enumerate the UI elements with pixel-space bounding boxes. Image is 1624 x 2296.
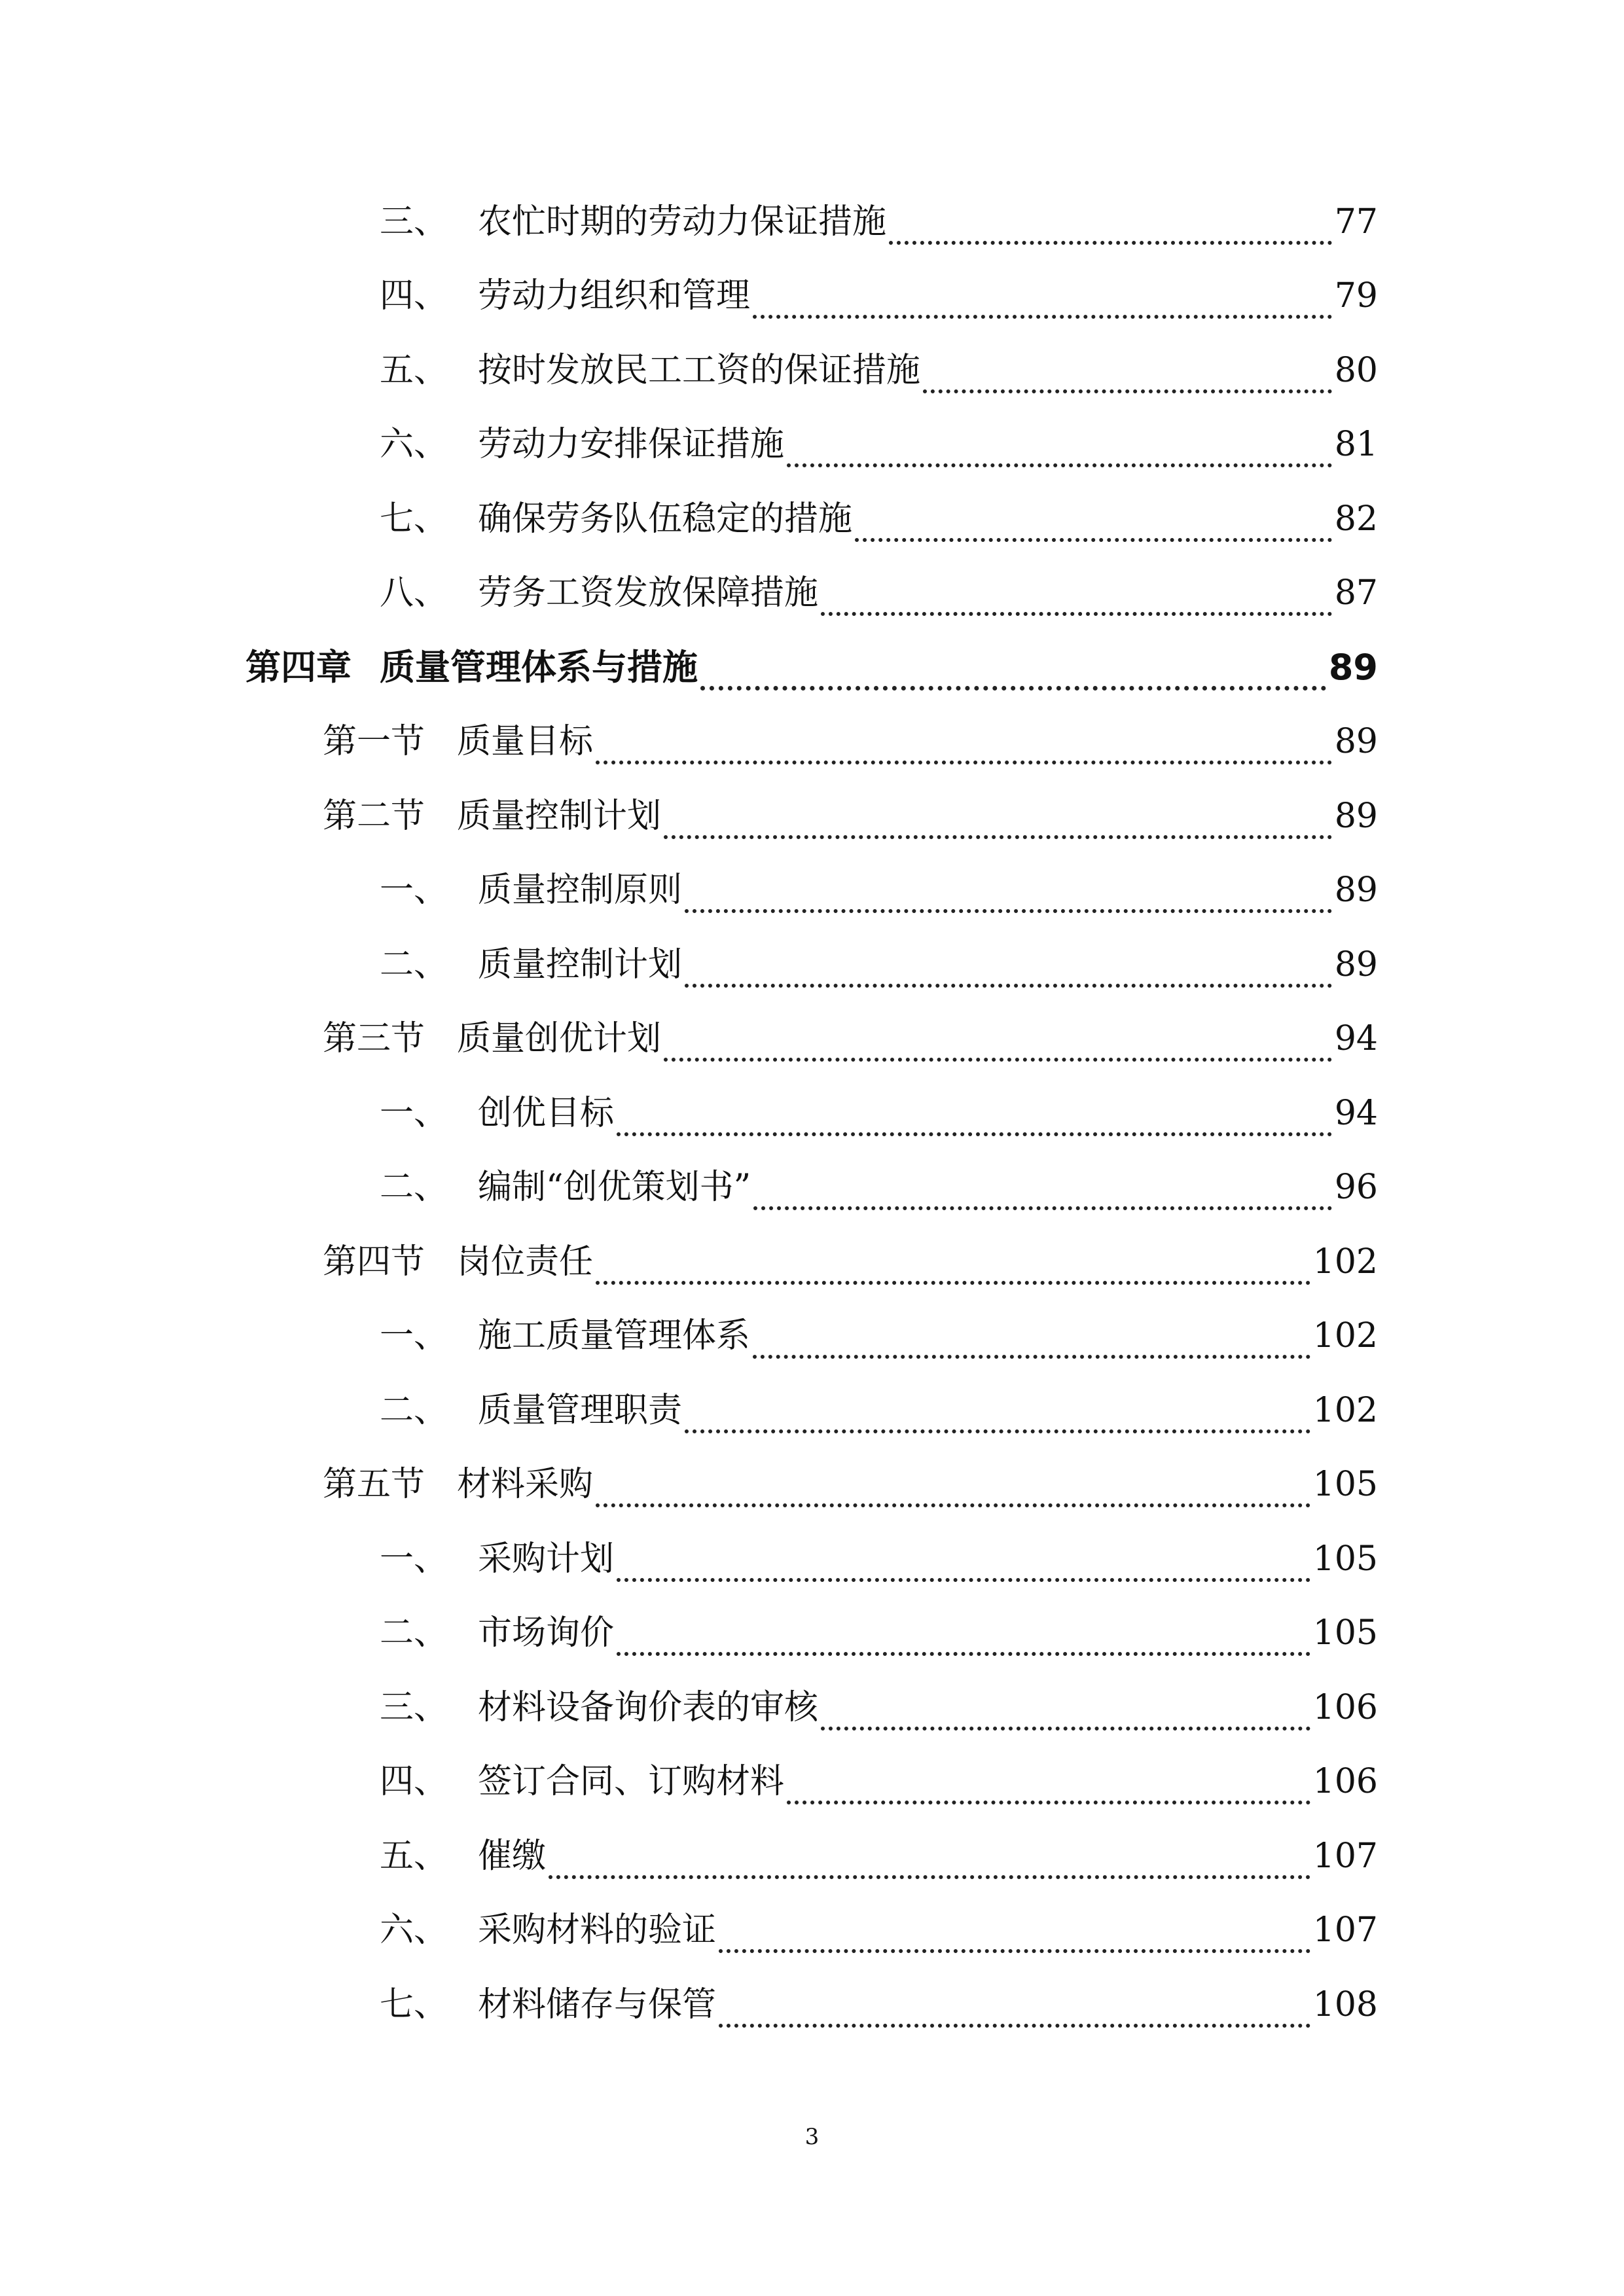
toc-entry-number: 五、	[380, 350, 448, 390]
toc-entry-title: 质量控制计划	[478, 944, 683, 984]
toc-entry-title: 采购计划	[478, 1539, 615, 1579]
dot-leader	[700, 686, 1326, 691]
toc-entry-page: 94	[1334, 1093, 1378, 1133]
dot-leader	[617, 1652, 1310, 1656]
toc-section-entry[interactable]	[0, 705, 1378, 780]
toc-entry-title: 劳动力组织和管理	[478, 276, 751, 316]
toc-entry-number: 三、	[380, 1687, 448, 1727]
dot-leader	[787, 463, 1332, 467]
toc-entry-number: 二、	[380, 1390, 448, 1430]
toc-entry[interactable]	[0, 185, 1378, 259]
toc-entry-title: 创优目标	[478, 1093, 615, 1133]
toc-entry-title: 采购材料的验证	[478, 1910, 717, 1950]
toc-entry-title: 材料采购	[457, 1465, 594, 1505]
toc-entry-page: 77	[1334, 202, 1378, 242]
toc-entry[interactable]	[0, 1893, 1378, 1968]
toc-entry-number: 第五节	[323, 1465, 425, 1505]
toc-entry-number: 六、	[380, 425, 448, 465]
toc-entry-number: 第三节	[323, 1019, 425, 1059]
toc-entry-title: 材料储存与保管	[478, 1984, 717, 2024]
dot-leader	[617, 1132, 1332, 1136]
toc-entry-number: 四、	[380, 1762, 448, 1802]
toc-entry-title: 劳动力安排保证措施	[478, 425, 785, 465]
toc-entry-title: 编制“创优策划书”	[478, 1168, 751, 1208]
dot-leader	[685, 984, 1332, 988]
toc-entry-number: 八、	[380, 573, 448, 613]
toc-entry-title: 施工质量管理体系	[478, 1316, 751, 1356]
toc-entry-number: 二、	[380, 1613, 448, 1653]
toc-entry-page: 96	[1334, 1168, 1378, 1208]
toc-entry-title: 按时发放民工工资的保证措施	[478, 350, 921, 390]
toc-chapter-entry[interactable]	[0, 630, 1378, 705]
toc-entry-number: 六、	[380, 1910, 448, 1950]
toc-entry-page: 102	[1312, 1242, 1378, 1282]
toc-section-entry[interactable]	[0, 1448, 1378, 1522]
toc-entry-page: 89	[1334, 944, 1378, 984]
toc-entry-page: 106	[1312, 1762, 1378, 1802]
toc-entry[interactable]	[0, 1151, 1378, 1225]
toc-entry-title: 签订合同、订购材料	[478, 1762, 785, 1802]
toc-entry[interactable]	[0, 482, 1378, 556]
toc-entry-page: 81	[1334, 425, 1378, 465]
dot-leader	[719, 1949, 1310, 1953]
toc-entry-page: 89	[1334, 796, 1378, 836]
toc-entry-title: 质量管理体系与措施	[380, 646, 698, 688]
dot-leader	[753, 315, 1332, 319]
toc-entry[interactable]	[0, 1522, 1378, 1596]
toc-entry[interactable]	[0, 556, 1378, 631]
toc-entry-number: 二、	[380, 1168, 448, 1208]
dot-leader	[596, 1281, 1310, 1285]
toc-entry-title: 质量控制计划	[457, 796, 662, 836]
toc-entry-number: 三、	[380, 202, 448, 242]
toc-entry-title: 质量管理职责	[478, 1390, 683, 1430]
toc-entry[interactable]	[0, 1967, 1378, 2042]
dot-leader	[664, 835, 1332, 839]
dot-leader	[821, 612, 1332, 616]
toc-entry-page: 94	[1334, 1019, 1378, 1059]
toc-entry-title: 岗位责任	[457, 1242, 594, 1282]
toc-entry-title: 农忙时期的劳动力保证措施	[478, 202, 887, 242]
toc-entry-title: 确保劳务队伍稳定的措施	[478, 499, 853, 539]
dot-leader	[753, 1355, 1310, 1359]
toc-entry-title: 材料设备询价表的审核	[478, 1687, 819, 1727]
toc-entry-number: 第四章	[245, 646, 352, 688]
dot-leader	[923, 389, 1332, 393]
dot-leader	[596, 1503, 1310, 1507]
dot-leader	[719, 2024, 1310, 2028]
toc-entry[interactable]	[0, 927, 1378, 1002]
toc-entry-number: 一、	[380, 870, 448, 910]
toc-entry[interactable]	[0, 1670, 1378, 1745]
toc-entry-title: 质量创优计划	[457, 1019, 662, 1059]
toc-entry[interactable]	[0, 1076, 1378, 1151]
toc-entry-page: 89	[1334, 870, 1378, 910]
dot-leader	[855, 538, 1332, 542]
toc-entry[interactable]	[0, 1596, 1378, 1671]
dot-leader	[617, 1578, 1310, 1582]
toc-entry-page: 89	[1328, 646, 1378, 688]
toc-entry-title: 质量控制原则	[478, 870, 683, 910]
toc-entry-page: 105	[1312, 1465, 1378, 1505]
toc-entry[interactable]	[0, 1373, 1378, 1448]
dot-leader	[787, 1801, 1310, 1804]
toc-section-entry[interactable]	[0, 779, 1378, 853]
toc-entry-page: 102	[1312, 1316, 1378, 1356]
toc-entry-number: 一、	[380, 1316, 448, 1356]
toc-entry[interactable]	[0, 853, 1378, 928]
toc-entry-page: 102	[1312, 1390, 1378, 1430]
toc-entry-page: 89	[1334, 722, 1378, 762]
toc-entry-number: 第一节	[323, 722, 425, 762]
toc-entry-title: 催缴	[478, 1836, 547, 1876]
toc-section-entry[interactable]	[0, 1225, 1378, 1299]
toc-entry-number: 一、	[380, 1093, 448, 1133]
toc-entry-title: 市场询价	[478, 1613, 615, 1653]
toc-entry-page: 107	[1312, 1910, 1378, 1950]
toc-entry-page: 108	[1312, 1984, 1378, 2024]
toc-entry[interactable]	[0, 333, 1378, 408]
toc-entry-page: 87	[1334, 573, 1378, 613]
dot-leader	[821, 1727, 1310, 1731]
toc-entry[interactable]	[0, 1819, 1378, 1893]
toc-entry-title: 劳务工资发放保障措施	[478, 573, 819, 613]
toc-entry-number: 第四节	[323, 1242, 425, 1282]
dot-leader	[889, 241, 1332, 245]
toc-entry-page: 107	[1312, 1836, 1378, 1876]
dot-leader	[549, 1875, 1310, 1879]
dot-leader	[596, 761, 1332, 764]
toc-entry-number: 一、	[380, 1539, 448, 1579]
toc-entry-number: 二、	[380, 944, 448, 984]
toc-section-entry[interactable]	[0, 1002, 1378, 1077]
dot-leader	[685, 909, 1332, 913]
toc-entry-page: 106	[1312, 1687, 1378, 1727]
toc-entry-number: 第二节	[323, 796, 425, 836]
page-number: 3	[804, 2124, 820, 2150]
toc-entry-number: 七、	[380, 499, 448, 539]
toc-entry-number: 四、	[380, 276, 448, 316]
toc-entry[interactable]	[0, 1299, 1378, 1374]
toc-entry-title: 质量目标	[457, 722, 594, 762]
toc-entry-number: 七、	[380, 1984, 448, 2024]
dot-leader	[685, 1429, 1310, 1433]
toc-entry-page: 105	[1312, 1539, 1378, 1579]
toc-entry-number: 五、	[380, 1836, 448, 1876]
dot-leader	[664, 1058, 1332, 1062]
toc-entry[interactable]	[0, 259, 1378, 334]
table-of-contents	[0, 185, 1624, 2042]
toc-entry[interactable]	[0, 1745, 1378, 1820]
toc-entry-page: 80	[1334, 350, 1378, 390]
toc-entry[interactable]	[0, 408, 1378, 482]
dot-leader	[753, 1206, 1332, 1210]
toc-entry-page: 79	[1334, 276, 1378, 316]
toc-entry-page: 105	[1312, 1613, 1378, 1653]
toc-entry-page: 82	[1334, 499, 1378, 539]
